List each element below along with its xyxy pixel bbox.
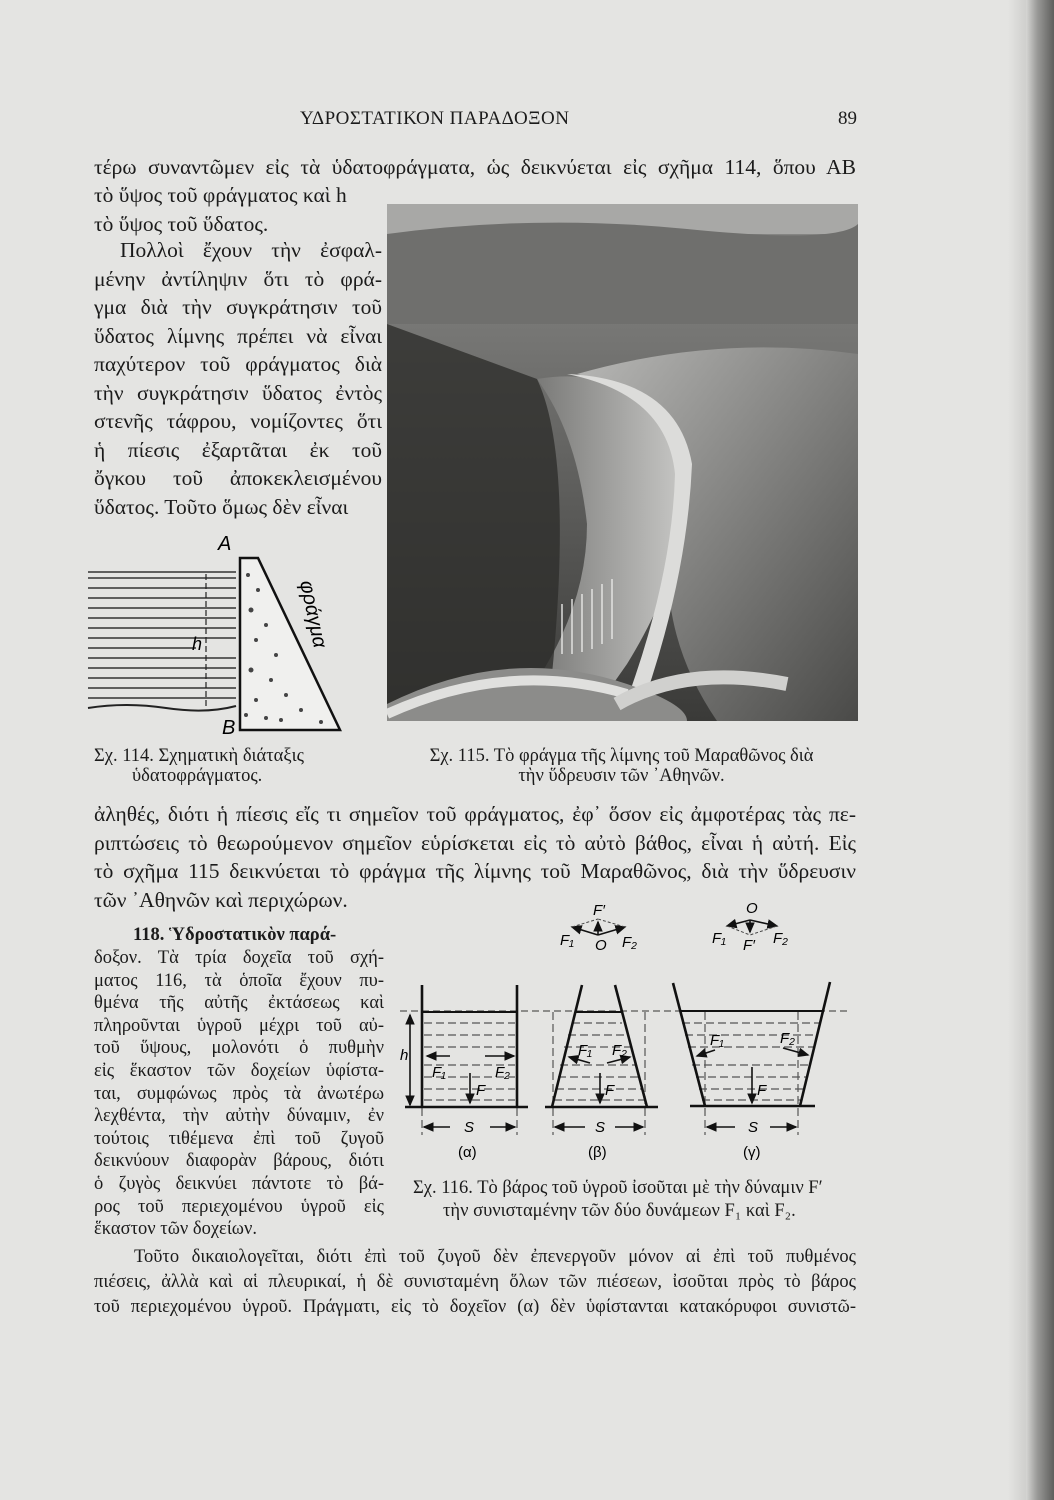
text-line: ἡ πίεσις ἐξαρτᾶται ἐκ τοῦ xyxy=(94,437,382,462)
label-F-prime: F′ xyxy=(743,937,755,954)
label-F2: F₂ xyxy=(780,1030,795,1047)
label-s: S xyxy=(464,1119,475,1136)
dam-photograph xyxy=(387,204,858,721)
text-line: ὕδατος λίμνης πρέπει νὰ εἶναι xyxy=(94,323,382,348)
text-line: πιέσεις, ἀλλὰ καὶ αἱ πλευρικαί, ἡ δὲ συνισταμένη ὅλων τῶν πιέσεων, ἰσοῦται πρὸς τὸ βάρος xyxy=(94,1272,856,1292)
label-dam: φράγμα xyxy=(295,578,331,650)
fig115-caption xyxy=(384,746,859,786)
text-line: στενῆς τάφρου, νομίζοντες ὅτι xyxy=(94,409,382,433)
text-line: ρος τοῦ περιεχομένου ὑγροῦ εἰς xyxy=(94,1196,384,1217)
text-line: τούτοις τιθέμενα ἐπὶ τοῦ ζυγοῦ xyxy=(94,1128,384,1149)
text-line: εἰς ἕκαστον τῶν δοχείων ὑφίστα- xyxy=(94,1060,384,1081)
text-line: τὴν συγκράτησιν ὕδατος ἐντὸς xyxy=(94,380,382,405)
caption-line: τὴν ὕδρευσιν τῶν ᾿Αθηνῶν. xyxy=(518,766,725,786)
book-binding-edge xyxy=(1026,0,1054,1500)
text-line: τοῦ περιεχομένου ὑγροῦ. Πράγματι, εἰς τὸ δοχεῖον (α) δὲν ὑφίστανται κατακόρυφοι συνιστῶ- xyxy=(94,1297,856,1317)
label-c: (γ) xyxy=(743,1144,761,1161)
label-F1: F₁ xyxy=(432,1064,446,1081)
text-line: ριπτώσεις τὸ θεωρούμενον σημεῖον εὑρίσκεται εἰς τὸ αὐτὸ βάθος, εἶναι ἡ αὐτή. Εἰς xyxy=(94,830,856,855)
label-h: h xyxy=(192,634,203,654)
text-line: λεχθέντα, τὴν αὐτὴν δύναμιν, ἐν xyxy=(94,1106,384,1127)
label-F: F xyxy=(757,1082,767,1099)
text-line: πληροῦνται ὑγροῦ μέχρι τοῦ αὐ- xyxy=(94,1015,384,1036)
text-line: Πολλοὶ ἔχουν τὴν ἐσφαλ- xyxy=(120,238,382,262)
label-s: S xyxy=(748,1119,759,1136)
text-line: θμένα τῆς αὐτῆς ἐκτάσεως καὶ xyxy=(94,993,384,1014)
page-number: 89 xyxy=(838,108,857,129)
text-line: ται, συμφώνως πρὸς τὰ ἀνωτέρω xyxy=(94,1083,384,1104)
fig114-dam-diagram xyxy=(86,530,346,740)
label-h: h xyxy=(400,1047,409,1064)
text-line: τῶν ᾿Αθηνῶν καὶ περιχώρων. xyxy=(94,887,348,912)
final-paragraph xyxy=(94,1245,856,1320)
label-F2: F₂ xyxy=(612,1042,627,1059)
caption-line: Σχ. 116. Τὸ βάρος τοῦ ὑγροῦ ἰσοῦται μὲ τὴν δύναμιν F′ xyxy=(413,1178,823,1198)
label-F2: F₂ xyxy=(622,934,637,951)
label-F2: F₂ xyxy=(773,930,788,947)
text-line: μένην ἀντίληψιν ὅτι τὸ φρά- xyxy=(94,266,382,291)
text-line: τὸ ὕψος τοῦ φράγματος καὶ h xyxy=(94,183,347,207)
label-b: (β) xyxy=(588,1144,607,1161)
fig114-caption xyxy=(94,746,304,786)
intro-text-cont xyxy=(94,181,384,238)
text-line: ὕδατος. Τοῦτο ὅμως δὲν εἶναι xyxy=(94,494,349,519)
section-118-text xyxy=(94,947,384,1241)
label-s: S xyxy=(595,1119,606,1136)
label-F1: F₁ xyxy=(560,932,574,949)
fig116-caption xyxy=(413,1178,823,1221)
caption-line: Σχ. 115. Τὸ φράγμα τῆς λίμνης τοῦ Μαραθῶνος διὰ xyxy=(429,746,814,766)
label-B: B xyxy=(222,717,236,739)
label-F-prime: F′ xyxy=(593,902,605,919)
left-column-text xyxy=(94,236,382,521)
caption-line: Σχ. 114. Σχηματικὴ διάταξις xyxy=(94,746,304,766)
text-line: γμα διὰ τὴν συγκράτησιν τοῦ xyxy=(94,295,382,319)
label-a: (α) xyxy=(458,1144,477,1161)
label-F: F xyxy=(476,1082,486,1099)
text-line: δοξον. Τὰ τρία δοχεῖα τοῦ σχή- xyxy=(94,948,384,968)
label-F1: F₁ xyxy=(710,1032,724,1049)
label-O: O xyxy=(595,937,607,954)
label-F1: F₁ xyxy=(578,1042,592,1059)
caption-line: ὑδατοφράγματος. xyxy=(132,766,263,786)
intro-text xyxy=(94,153,856,182)
text-line: παχύτερον τοῦ φράγματος διὰ xyxy=(94,352,382,376)
text-line: τέρω συναντῶμεν εἰς τὰ ὑδατοφράγματα, ὡς δεικνύεται εἰς σχῆμα 114, ὅπου ΑΒ xyxy=(94,155,856,179)
section-118-heading: 118. Ὑδροστατικὸν παρά- xyxy=(133,925,337,945)
text-line: ὁ ζυγὸς δεικνύει πάντοτε τὸ βά- xyxy=(94,1173,384,1194)
label-O: O xyxy=(746,900,758,917)
text-line: Τοῦτο δικαιολογεῖται, διότι ἐπὶ τοῦ ζυγοῦ δὲν ἐπενεργοῦν μόνον αἱ ἐπὶ τοῦ πυθμένος xyxy=(134,1247,856,1267)
running-title: ΥΔΡΟΣΤΑΤΙΚΟΝ ΠΑΡΑΔΟΞΟΝ xyxy=(300,108,570,129)
text-line: ἀληθές, διότι ἡ πίεσις εἴς τι σημεῖον τοῦ φράγματος, ἐφ᾿ ὅσον εἰς ἀμφοτέρας τὰς πε- xyxy=(94,802,856,826)
label-F2: F₂ xyxy=(495,1064,510,1081)
text-line: τοῦ ὕψους, μολονότι ὁ πυθμὴν xyxy=(94,1038,384,1059)
text-line: ματος 116, τὰ ὁποῖα ἔχουν πυ- xyxy=(94,970,384,991)
text-line: ὄγκου τοῦ ἀποκεκλεισμένου xyxy=(94,466,382,490)
caption-line: τὴν συνισταμένην τῶν δύο δυνάμεων F₁ καὶ F₂. xyxy=(443,1201,796,1221)
label-F: F xyxy=(605,1082,615,1099)
text-line: τὸ ὕψος τοῦ ὕδατος. xyxy=(94,211,269,236)
text-line: τὸ σχῆμα 115 δεικνύεται τὸ φράγμα τῆς λίμνης τοῦ Μαραθῶνος, διὰ τὴν ὕδρευσιν xyxy=(94,859,856,883)
text-line: δεικνύουν διαφορὰν βάρους, διότι xyxy=(94,1151,384,1172)
page-shadow xyxy=(1008,0,1026,1500)
fig116-vessels-diagram xyxy=(400,895,860,1165)
text-line: ἕκαστον τῶν δοχείων. xyxy=(94,1219,257,1240)
label-F1: F₁ xyxy=(712,930,726,947)
label-A: A xyxy=(218,533,232,555)
